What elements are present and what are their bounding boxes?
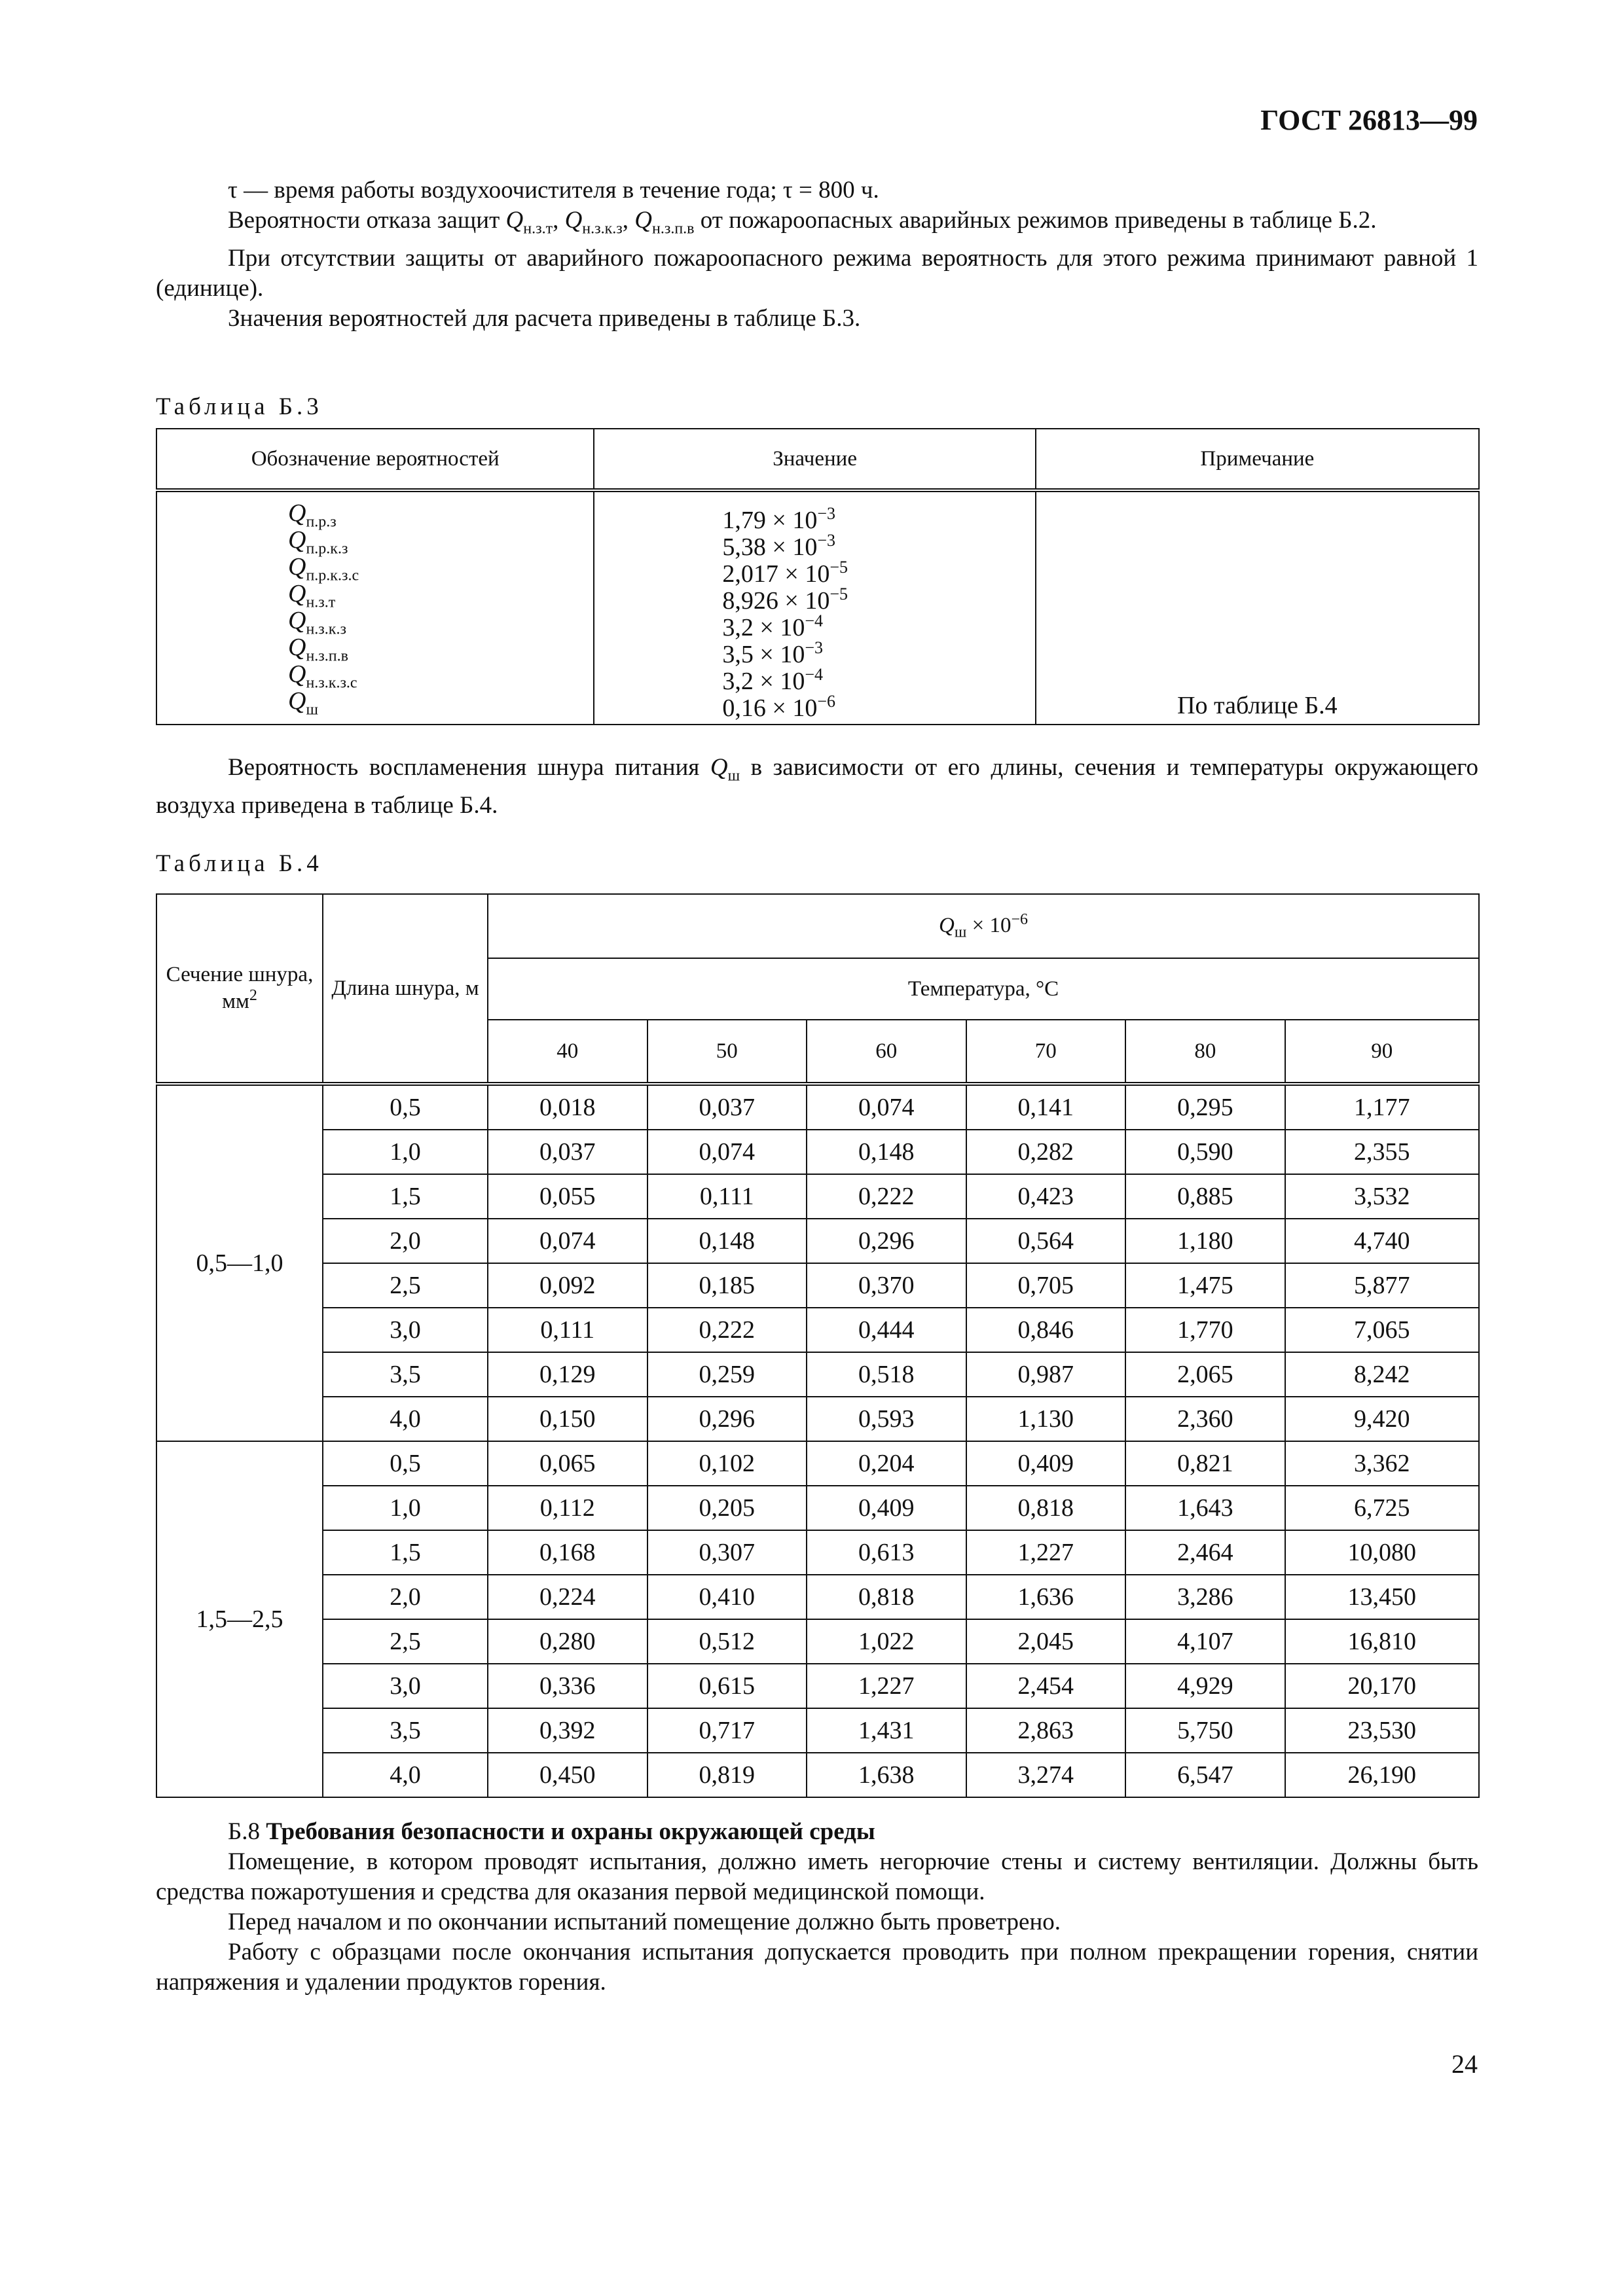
table-row [156, 1664, 1479, 1708]
temperature-header: 40 [488, 1020, 647, 1084]
probability-symbol: $Q_{н.з.к.з}$ [288, 607, 346, 638]
value-cell: 8,242 [1285, 1352, 1479, 1397]
table-b3-header-value: Значение [594, 429, 1035, 490]
value-cell: 0,259 [647, 1352, 807, 1397]
table-b4-title: Таблица Б.4 [156, 850, 323, 877]
probability-value: $1,79 \times 10^{-3}$ [722, 504, 836, 534]
length-cell: 2,0 [323, 1575, 488, 1619]
tau-definition: τ — время работы воздухоочистителя в течение года; τ = 800 ч. [228, 177, 879, 204]
value-cell: 0,282 [966, 1130, 1126, 1174]
value-cell: 0,065 [488, 1441, 647, 1486]
value-cell: 1,431 [807, 1708, 966, 1753]
probability-symbol: $Q_ш$ [288, 687, 318, 719]
value-cell: 20,170 [1285, 1664, 1479, 1708]
table-row [156, 1708, 1479, 1753]
length-cell: 2,5 [323, 1263, 488, 1308]
probability-value: $2,017 \times 10^{-5}$ [722, 558, 848, 588]
table-b4 [156, 893, 1480, 1798]
value-cell: 0,074 [647, 1130, 807, 1174]
temperature-header: 60 [807, 1020, 966, 1084]
value-cell: 0,717 [647, 1708, 807, 1753]
table-row [156, 1263, 1479, 1308]
value-cell: 0,296 [807, 1219, 966, 1263]
value-cell: 5,750 [1125, 1708, 1285, 1753]
value-cell: 3,362 [1285, 1441, 1479, 1486]
length-cell: 0,5 [323, 1441, 488, 1486]
value-cell: 0,423 [966, 1174, 1126, 1219]
value-cell: 0,141 [966, 1084, 1126, 1130]
table-row [156, 1575, 1479, 1619]
value-cell: 0,112 [488, 1486, 647, 1530]
table-row [156, 1219, 1479, 1263]
value-cell: 3,532 [1285, 1174, 1479, 1219]
mid-paragraph: Вероятность воспламенения шнура питания $Q_ш$ в зависимости от его длины, сечения и температуры окружающего воздуха приведена в таблице Б.4. [156, 754, 1478, 819]
length-cell: 3,0 [323, 1664, 488, 1708]
temperature-header: 90 [1285, 1020, 1479, 1084]
value-cell: 1,130 [966, 1397, 1126, 1441]
table-b3 [156, 428, 1480, 725]
value-cell: 0,224 [488, 1575, 647, 1619]
value-cell: 1,177 [1285, 1084, 1479, 1130]
value-cell: 0,821 [1125, 1441, 1285, 1486]
value-cell: 0,409 [807, 1486, 966, 1530]
value-cell: 10,080 [1285, 1530, 1479, 1575]
value-cell: 6,725 [1285, 1486, 1479, 1530]
probability-symbol: $Q_{н.з.т}$ [288, 580, 336, 611]
table-row [156, 1441, 1479, 1486]
value-cell: 0,336 [488, 1664, 647, 1708]
value-cell: 0,392 [488, 1708, 647, 1753]
table-row [156, 1753, 1479, 1797]
probability-value: $0,16 \times 10^{-6}$ [722, 692, 836, 722]
value-cell: 1,227 [966, 1530, 1126, 1575]
value-cell: 2,065 [1125, 1352, 1285, 1397]
section-b8-paragraph-2: Перед началом и по окончании испытаний помещение должно быть проветрено. [228, 1909, 1061, 1935]
value-cell: 0,613 [807, 1530, 966, 1575]
probability-symbol: $Q_{н.з.к.з.с}$ [288, 660, 357, 692]
length-cell: 4,0 [323, 1397, 488, 1441]
value-cell: 0,222 [647, 1308, 807, 1352]
value-cell: 0,111 [647, 1174, 807, 1219]
value-cell: 0,409 [966, 1441, 1126, 1486]
value-cell: 0,564 [966, 1219, 1126, 1263]
length-cell: 2,5 [323, 1619, 488, 1664]
value-cell: 0,705 [966, 1263, 1126, 1308]
value-cell: 0,074 [488, 1219, 647, 1263]
value-cell: 1,180 [1125, 1219, 1285, 1263]
probability-value: $5,38 \times 10^{-3}$ [722, 531, 836, 561]
value-cell: 0,818 [807, 1575, 966, 1619]
probability-value: $3,2 \times 10^{-4}$ [722, 665, 824, 695]
table-row [156, 1308, 1479, 1352]
value-cell: 1,022 [807, 1619, 966, 1664]
value-cell: 2,454 [966, 1664, 1126, 1708]
value-cell: 0,150 [488, 1397, 647, 1441]
value-cell: 2,464 [1125, 1530, 1285, 1575]
value-cell: 0,168 [488, 1530, 647, 1575]
value-cell: 0,295 [1125, 1084, 1285, 1130]
value-cell: 1,636 [966, 1575, 1126, 1619]
length-cell: 3,0 [323, 1308, 488, 1352]
value-cell: 0,410 [647, 1575, 807, 1619]
value-cell: 0,296 [647, 1397, 807, 1441]
value-cell: 3,286 [1125, 1575, 1285, 1619]
value-cell: 9,420 [1285, 1397, 1479, 1441]
value-cell: 3,274 [966, 1753, 1126, 1797]
value-cell: 1,770 [1125, 1308, 1285, 1352]
value-cell: 0,593 [807, 1397, 966, 1441]
value-cell: 0,148 [647, 1219, 807, 1263]
temperature-header: 80 [1125, 1020, 1285, 1084]
value-cell: 0,615 [647, 1664, 807, 1708]
table-b3-header-symbol: Обозначение вероятностей [156, 429, 594, 490]
value-cell: 0,037 [647, 1084, 807, 1130]
value-cell: 0,111 [488, 1308, 647, 1352]
value-cell: 0,185 [647, 1263, 807, 1308]
value-cell: 0,885 [1125, 1174, 1285, 1219]
value-cell: 1,638 [807, 1753, 966, 1797]
section-b8 [156, 1817, 1478, 1998]
table-b4-header-temperature: Температура, °С [488, 958, 1479, 1020]
page-number: 24 [1451, 2049, 1478, 2079]
value-cell: 2,045 [966, 1619, 1126, 1664]
length-cell: 4,0 [323, 1753, 488, 1797]
value-cell: 1,475 [1125, 1263, 1285, 1308]
table-b3-note-cell: По таблице Б.4 [1036, 490, 1479, 725]
length-cell: 1,0 [323, 1486, 488, 1530]
length-cell: 1,0 [323, 1130, 488, 1174]
table-row [156, 1397, 1479, 1441]
table-b3-header-note: Примечание [1036, 429, 1479, 490]
value-cell: 0,018 [488, 1084, 647, 1130]
probability-value: $8,926 \times 10^{-5}$ [722, 584, 848, 615]
value-cell: 0,518 [807, 1352, 966, 1397]
length-cell: 0,5 [323, 1084, 488, 1130]
intro-paragraph-1: Вероятности отказа защит $Q_{н.з.т}$, $Q_{н.з.к.з}$, $Q_{н.з.п.в}$ от пожароопасных аварийных режимов приведены в таблице Б.2. [228, 207, 1377, 238]
probability-symbol: $Q_{н.з.п.в}$ [288, 634, 348, 665]
value-cell: 0,148 [807, 1130, 966, 1174]
mid-text [156, 753, 1478, 821]
probability-value: $3,2 \times 10^{-4}$ [722, 611, 824, 641]
value-cell: 2,360 [1125, 1397, 1285, 1441]
value-cell: 0,129 [488, 1352, 647, 1397]
section-b8-heading: Б.8 Требования безопасности и охраны окружающей среды [228, 1818, 875, 1845]
value-cell: 0,987 [966, 1352, 1126, 1397]
value-cell: 4,740 [1285, 1219, 1479, 1263]
value-cell: 5,877 [1285, 1263, 1479, 1308]
value-cell: 0,444 [807, 1308, 966, 1352]
table-b4-header-section: Сечение шнура, $мм^2$ [156, 894, 323, 1084]
value-cell: 0,222 [807, 1174, 966, 1219]
section-b8-paragraph-3: Работу с образцами после окончания испытания допускается проводить при полном прекращении горения, снятии напряжения и удалении продуктов горения. [156, 1939, 1478, 1996]
value-cell: 26,190 [1285, 1753, 1479, 1797]
length-cell: 3,5 [323, 1708, 488, 1753]
table-row [156, 1130, 1479, 1174]
value-cell: 16,810 [1285, 1619, 1479, 1664]
section-b8-paragraph-1: Помещение, в котором проводят испытания, должно иметь негорючие стены и систему вентиляции. Должны быть средства пожаротушения и средства для оказания первой медицинской помощи. [156, 1848, 1478, 1905]
value-cell: 0,512 [647, 1619, 807, 1664]
length-cell: 2,0 [323, 1219, 488, 1263]
value-cell: 0,280 [488, 1619, 647, 1664]
table-b4-header-length: Длина шнура, м [323, 894, 488, 1084]
temperature-header: 50 [647, 1020, 807, 1084]
value-cell: 0,055 [488, 1174, 647, 1219]
value-cell: 0,092 [488, 1263, 647, 1308]
value-cell: 13,450 [1285, 1575, 1479, 1619]
value-cell: 0,205 [647, 1486, 807, 1530]
table-row [156, 1530, 1479, 1575]
length-cell: 3,5 [323, 1352, 488, 1397]
value-cell: 0,074 [807, 1084, 966, 1130]
table-row [156, 1486, 1479, 1530]
document-code: ГОСТ 26813—99 [1260, 104, 1478, 136]
intro-paragraph-3: Значения вероятностей для расчета приведены в таблице Б.3. [228, 305, 861, 332]
probability-symbol: $Q_{п.р.к.з.с}$ [288, 553, 359, 584]
length-cell: 1,5 [323, 1530, 488, 1575]
table-row [156, 1352, 1479, 1397]
value-cell: 2,355 [1285, 1130, 1479, 1174]
intro-paragraph-2: При отсутствии защиты от аварийного пожароопасного режима вероятность для этого режима принимают равной 1 (единице). [156, 245, 1478, 302]
value-cell: 0,204 [807, 1441, 966, 1486]
value-cell: 0,307 [647, 1530, 807, 1575]
value-cell: 0,370 [807, 1263, 966, 1308]
probability-symbol: $Q_{п.р.з}$ [288, 499, 337, 531]
section-cell: 1,5—2,5 [156, 1441, 323, 1797]
value-cell: 4,107 [1125, 1619, 1285, 1664]
table-row [156, 1619, 1479, 1664]
section-cell: 0,5—1,0 [156, 1084, 323, 1441]
value-cell: 4,929 [1125, 1664, 1285, 1708]
temperature-header: 70 [966, 1020, 1126, 1084]
value-cell: 1,227 [807, 1664, 966, 1708]
value-cell: 0,818 [966, 1486, 1126, 1530]
length-cell: 1,5 [323, 1174, 488, 1219]
value-cell: 0,450 [488, 1753, 647, 1797]
value-cell: 0,819 [647, 1753, 807, 1797]
table-b3-title: Таблица Б.3 [156, 393, 323, 420]
intro-text [156, 175, 1478, 334]
probability-symbol: $Q_{п.р.к.з}$ [288, 526, 348, 558]
value-cell: 6,547 [1125, 1753, 1285, 1797]
value-cell: 2,863 [966, 1708, 1126, 1753]
value-cell: 23,530 [1285, 1708, 1479, 1753]
value-cell: 0,846 [966, 1308, 1126, 1352]
table-row [156, 1084, 1479, 1130]
probability-value: $3,5 \times 10^{-3}$ [722, 638, 824, 668]
value-cell: 0,590 [1125, 1130, 1285, 1174]
value-cell: 0,037 [488, 1130, 647, 1174]
value-cell: 7,065 [1285, 1308, 1479, 1352]
table-b3-values-cell [594, 490, 1035, 725]
table-b4-header-q: $Q_ш \times 10^{-6}$ [488, 894, 1479, 958]
table-b3-symbols-cell [156, 490, 594, 725]
table-row [156, 1174, 1479, 1219]
value-cell: 0,102 [647, 1441, 807, 1486]
value-cell: 1,643 [1125, 1486, 1285, 1530]
